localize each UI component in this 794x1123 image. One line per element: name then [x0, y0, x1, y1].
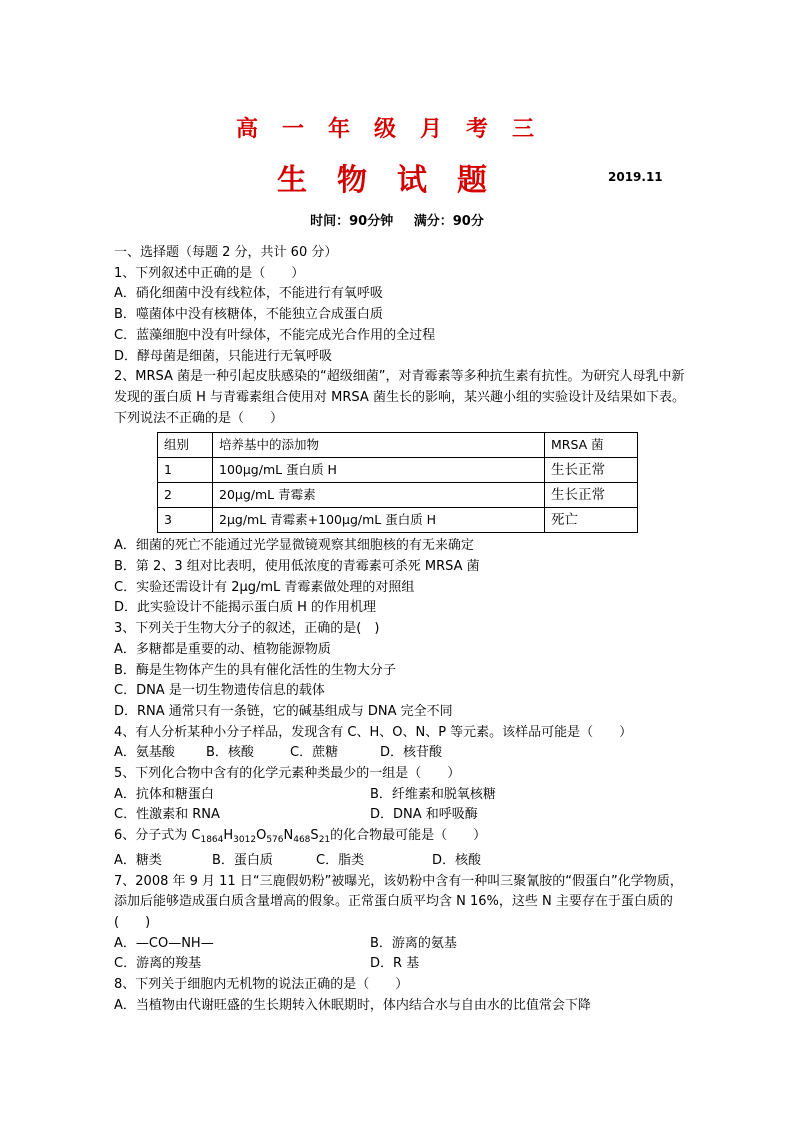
q6-option-d: D．核酸 — [432, 852, 482, 868]
molecular-formula — [191, 828, 331, 846]
q7-option-d: D．R 基 — [370, 956, 420, 972]
q8-option-a: A．当植物由代谢旺盛的生长期转入休眠期时，体内结合水与自由水的比值常会下降 — [114, 997, 591, 1013]
q7-stem: 7、2008 年 9 月 11 日“三鹿假奶粉”被曝光，该奶粉中含有一种叫三聚氰胺的“假蛋白”化学物质，添加后能够造成蛋白质含量增高的假象。正常蛋白质平均含 N 16%，这些 N 主要存在于蛋白质的( ) — [114, 873, 683, 930]
q3-option-d: D．RNA 通常只有一条链，它的碱基组成与 DNA 完全不同 — [114, 703, 453, 719]
q5-option-b: B．纤维素和脱氧核糖 — [370, 786, 496, 802]
q6-option-a: A．糖类 — [114, 852, 162, 868]
q7-options-row2 — [114, 954, 686, 975]
table-cell: 3 — [158, 508, 213, 533]
q1-option-c: C．蓝藻细胞中没有叶绿体，不能完成光合作用的全过程 — [114, 327, 436, 343]
table-cell: 2 — [158, 483, 213, 508]
q4-option-a: A．氨基酸 — [114, 745, 175, 761]
table-cell: 100μg/mL 蛋白质 H — [213, 458, 545, 483]
q8-stem: 8、下列关于细胞内无机物的说法正确的是（ ） — [114, 977, 409, 993]
q2-option-d: D．此实验设计不能揭示蛋白质 H 的作用机理 — [114, 600, 377, 616]
experiment-table — [157, 432, 638, 533]
q1-option-a: A．硝化细菌中没有线粒体，不能进行有氧呼吸 — [114, 286, 383, 302]
table-cell: 2μg/mL 青霉素+100μg/mL 蛋白质 H — [213, 508, 545, 533]
q5-option-a: A．抗体和糖蛋白 — [114, 786, 214, 802]
formula-subscript: 3012 — [233, 835, 257, 846]
formula-element: H — [223, 828, 234, 844]
table-cell: 20μg/mL 青霉素 — [213, 483, 545, 508]
q3-stem: 3、下列关于生物大分子的叙述，正确的是( ) — [114, 621, 380, 637]
q3-option-a: A．多糖都是重要的动、植物能源物质 — [114, 641, 331, 657]
q5-options-row1 — [114, 785, 686, 806]
q5-option-c: C．性激素和 RNA — [114, 807, 220, 823]
q2-stem: 2、MRSA 菌是一种引起皮肤感染的“超级细菌”，对青霉素等多种抗生素有抗性。为研究人母乳中新发现的蛋白质 H 与青霉素组合使用对 MRSA 菌生长的影响，某兴趣小组的实验设计及结果如下表。下列说法不正确的是（ ） — [114, 369, 685, 426]
q7-options-row1 — [114, 934, 686, 955]
q5-option-d: D．DNA 和呼吸酶 — [370, 807, 478, 823]
q3-option-c: C．DNA 是一切生物遗传信息的载体 — [114, 683, 325, 699]
q4-option-b: B．核酸 — [206, 745, 254, 761]
time-score-line — [0, 210, 794, 229]
q6-stem — [114, 826, 686, 851]
q7-option-c: C．游离的羧基 — [114, 956, 202, 972]
q4-option-c: C．蔗糖 — [290, 745, 339, 761]
table-cell: 死亡 — [545, 508, 638, 533]
table-row — [158, 458, 638, 483]
q6-options — [114, 851, 686, 872]
section-heading: 一、选择题（每题 2 分，共计 60 分） — [114, 245, 338, 260]
exam-subject-title: 生物试题 — [277, 163, 517, 198]
table-header-cell: 培养基中的添加物 — [213, 433, 545, 458]
exam-title: 高一年级月考三 — [235, 117, 558, 142]
q6-option-b: B．蛋白质 — [212, 852, 273, 868]
q6-prefix: 6、分子式为 — [114, 828, 192, 844]
formula-subscript: 1864 — [200, 835, 224, 846]
q2-option-a: A．细菌的死亡不能通过光学显微镜观察其细胞核的有无来确定 — [114, 538, 474, 554]
q7-option-b: B．游离的氨基 — [370, 935, 457, 951]
q2-option-b: B．第 2、3 组对比表明，使用低浓度的青霉素可杀死 MRSA 菌 — [114, 559, 480, 575]
table-cell: 生长正常 — [545, 458, 638, 483]
q5-options-row2 — [114, 805, 686, 826]
q1-stem: 1、下列叙述中正确的是（ ） — [114, 265, 305, 281]
q4-option-d: D．核苷酸 — [380, 745, 443, 761]
table-header-cell: 组别 — [158, 433, 213, 458]
q7-option-a: A．—CO—NH— — [114, 935, 214, 951]
q1-option-d: D．酵母菌是细菌，只能进行无氧呼吸 — [114, 348, 333, 364]
exam-content — [114, 243, 686, 1017]
q6-option-c: C．脂类 — [316, 852, 365, 868]
q4-stem: 4、有人分析某种小分子样品，发现含有 C、H、O、N、P 等元素。该样品可能是（ ） — [114, 724, 633, 740]
q5-stem: 5、下列化合物中含有的化学元素种类最少的一组是（ ） — [114, 766, 461, 782]
time-info: 时间：90分钟 — [310, 214, 394, 229]
formula-element: S — [310, 828, 319, 844]
table-cell: 1 — [158, 458, 213, 483]
score-info: 满分：90分 — [413, 214, 484, 229]
formula-element: O — [256, 828, 267, 844]
formula-subscript: 468 — [293, 835, 311, 846]
q2-option-c: C．实验还需设计有 2μg/mL 青霉素做处理的对照组 — [114, 579, 415, 595]
formula-element: N — [283, 828, 294, 844]
table-row — [158, 508, 638, 533]
q4-options — [114, 743, 686, 764]
q3-option-b: B．酶是生物体产生的具有催化活性的生物大分子 — [114, 662, 396, 678]
table-header-row — [158, 433, 638, 458]
table-row — [158, 483, 638, 508]
table-cell: 生长正常 — [545, 483, 638, 508]
formula-subscript: 576 — [266, 835, 284, 846]
q6-suffix: 的化合物最可能是（ ） — [330, 828, 487, 844]
q1-option-b: B．噬菌体中没有核糖体，不能独立合成蛋白质 — [114, 307, 383, 323]
formula-element: C — [191, 828, 201, 844]
exam-date: 2019.11 — [608, 170, 663, 184]
table-header-cell: MRSA 菌 — [545, 433, 638, 458]
formula-subscript: 21 — [318, 835, 331, 846]
